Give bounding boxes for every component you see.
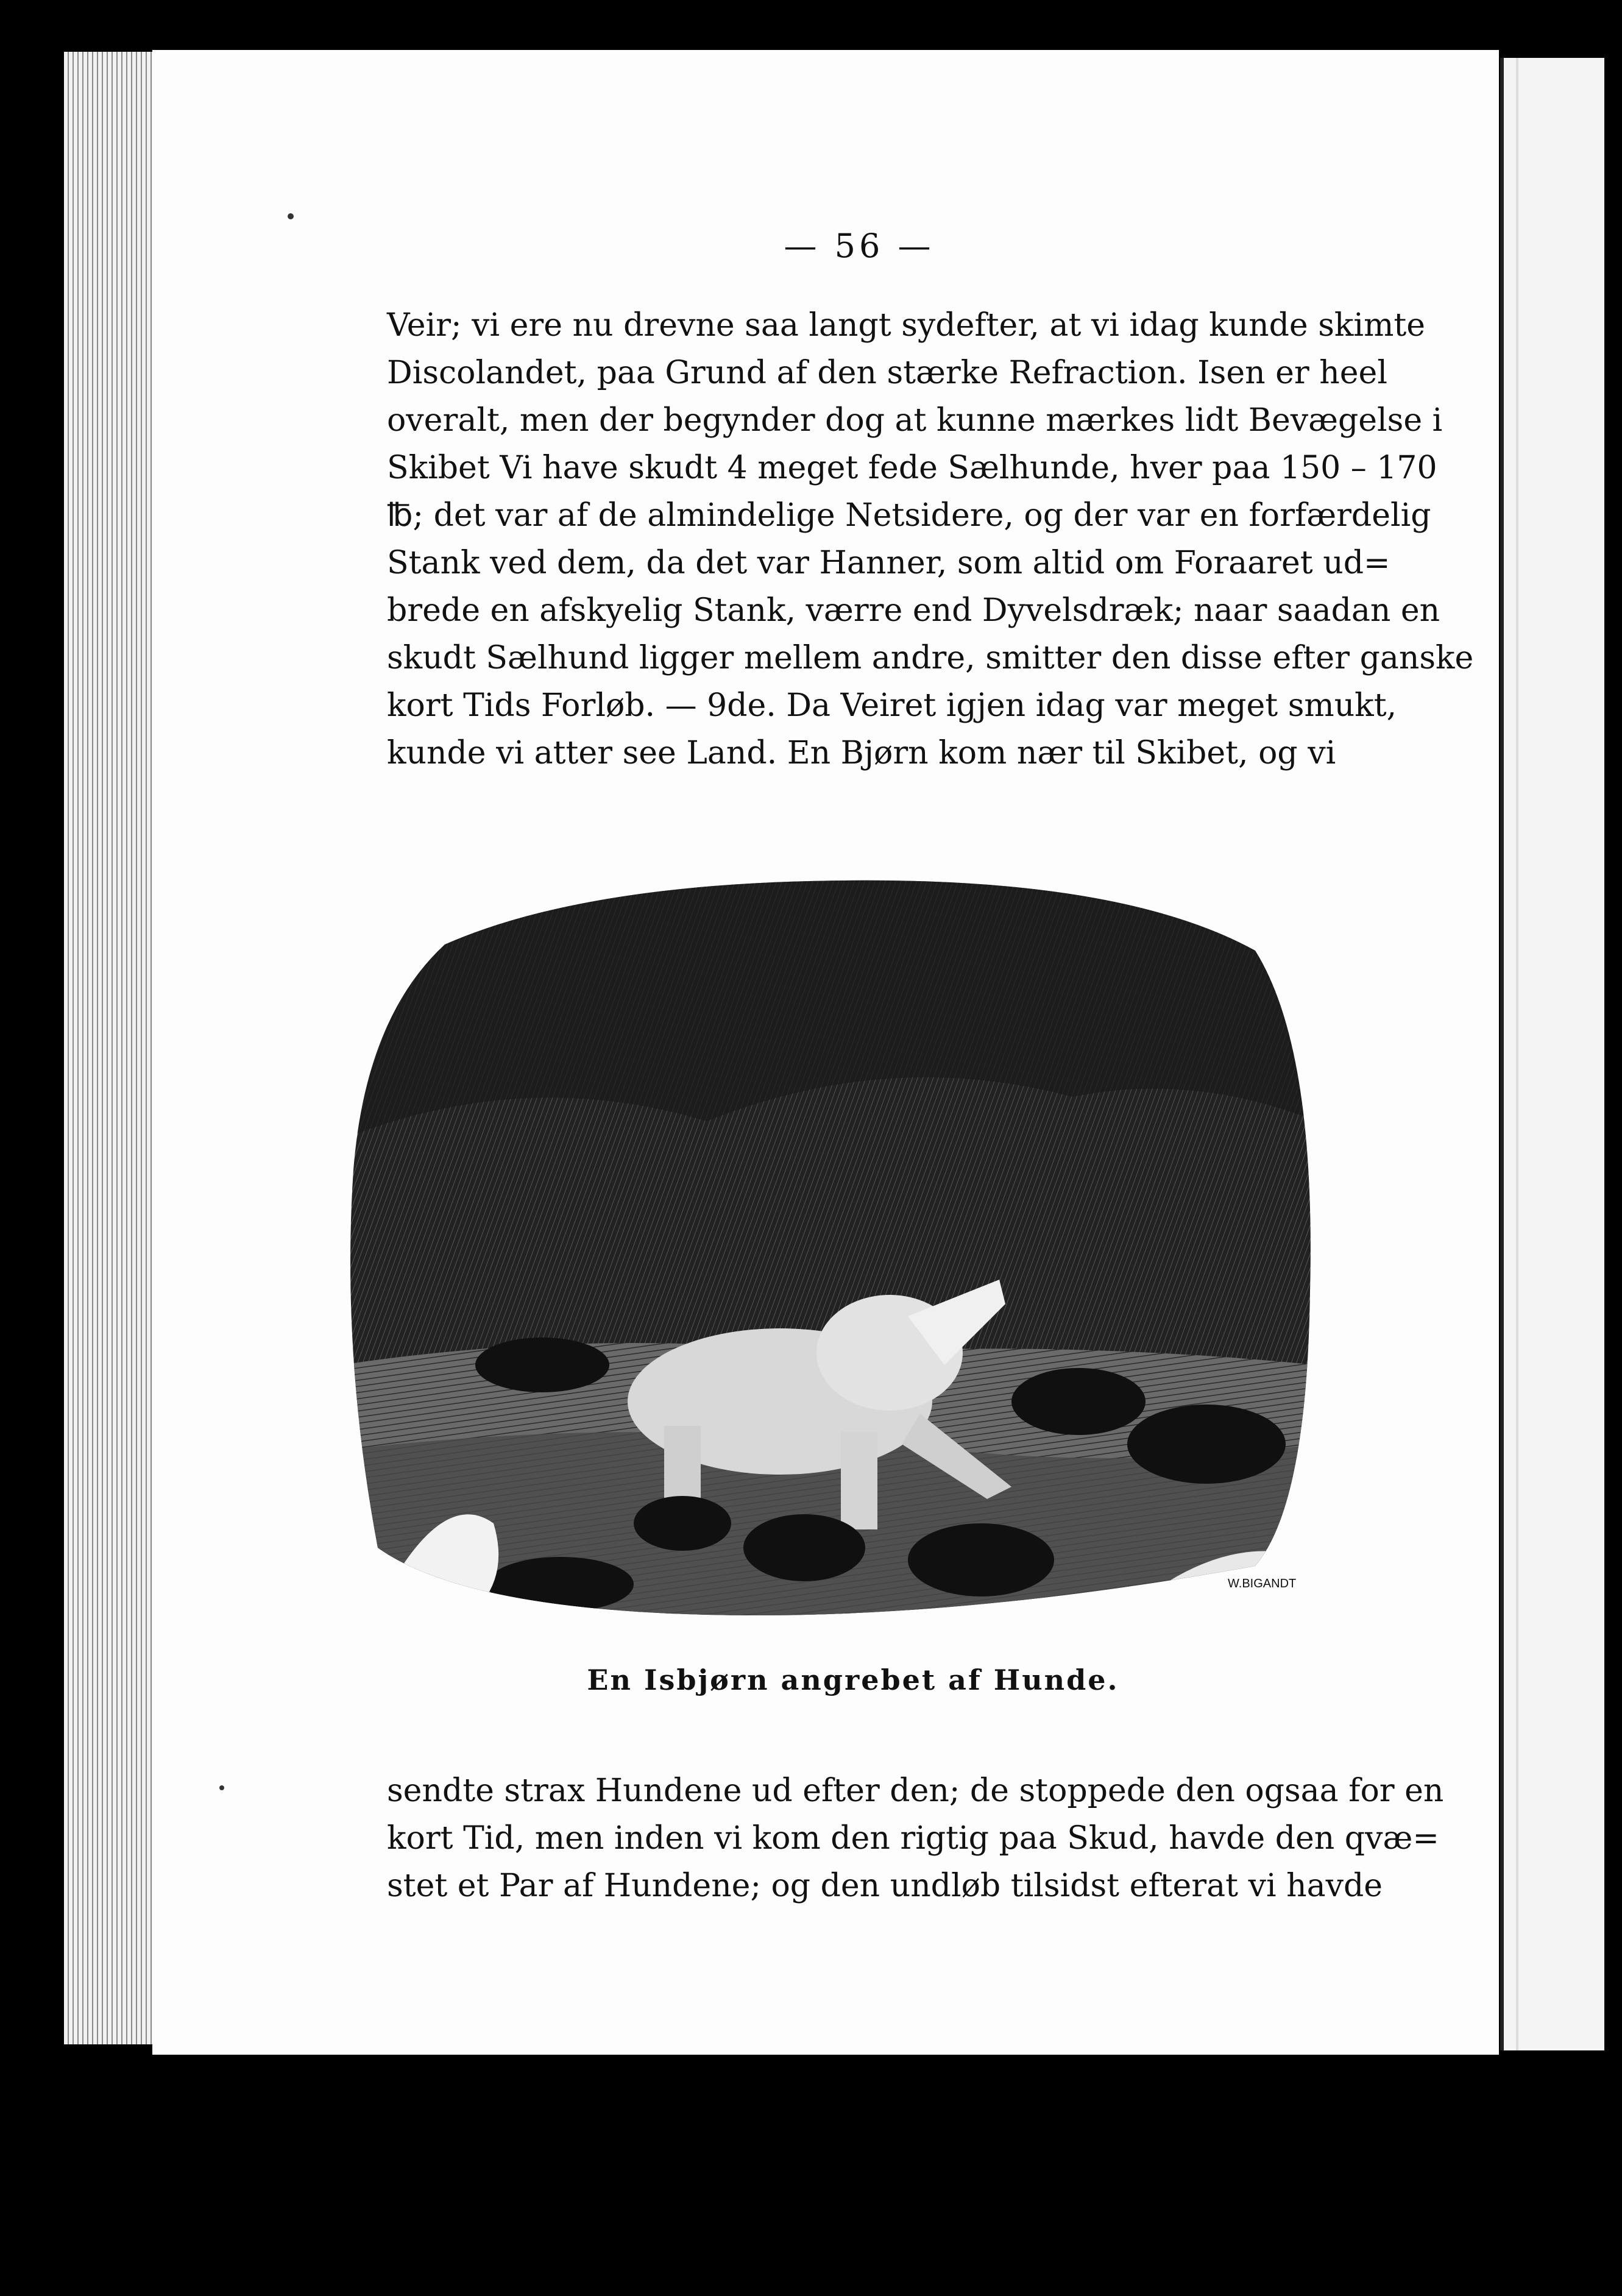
text-line: kort Tid, men inden vi kom den rigtig paa Skud, havde den qvæ=: [387, 1820, 1439, 1857]
text-line: kunde vi atter see Land. En Bjørn kom nær til Skibet, og vi: [387, 735, 1336, 771]
text-line: Veir; vi ere nu drevne saa langt sydefter, at vi idag kunde skimte: [387, 307, 1426, 344]
text-line: brede en afskyelig Stank, værre end Dyvelsdræk; naar saadan en: [387, 592, 1440, 629]
body-text-bottom: [387, 1767, 1444, 1910]
text-line: Skibet Vi have skudt 4 meget fede Sælhunde, hver paa 150 – 170: [387, 450, 1437, 486]
text-line: sendte strax Hundene ud efter den; de stoppede den ogsaa for en: [387, 1773, 1444, 1809]
text-line: Discolandet, paa Grund af den stærke Refraction. Isen er heel: [387, 355, 1387, 391]
page-number: — 56 —: [784, 227, 935, 265]
book-page-edges: [64, 52, 155, 2044]
engraving-polar-bear-attacked-by-dogs: [341, 865, 1316, 1627]
text-line: kort Tids Forløb. — 9de. Da Veiret igjen idag var meget smukt,: [387, 687, 1397, 724]
text-line: skudt Sælhund ligger mellem andre, smitter den disse efter ganske: [387, 640, 1474, 676]
body-text-top: [387, 302, 1474, 777]
speck: [219, 1785, 224, 1790]
text-line: stet et Par af Hundene; og den undløb tilsidst efterat vi havde: [387, 1868, 1383, 1904]
text-line: overalt, men der begynder dog at kunne mærkes lidt Bevægelse i: [387, 402, 1443, 439]
facing-page-edge: [1500, 58, 1604, 2050]
illustration-caption: En Isbjørn angrebet af Hunde.: [587, 1664, 1119, 1696]
engraver-signature: W.BIGANDT: [1228, 1577, 1297, 1590]
text-line: ℔; det var af de almindelige Netsidere, og der var en forfærdelig: [387, 497, 1431, 534]
speck: [288, 213, 294, 219]
text-line: Stank ved dem, da det var Hanner, som altid om Foraaret ud=: [387, 545, 1390, 581]
